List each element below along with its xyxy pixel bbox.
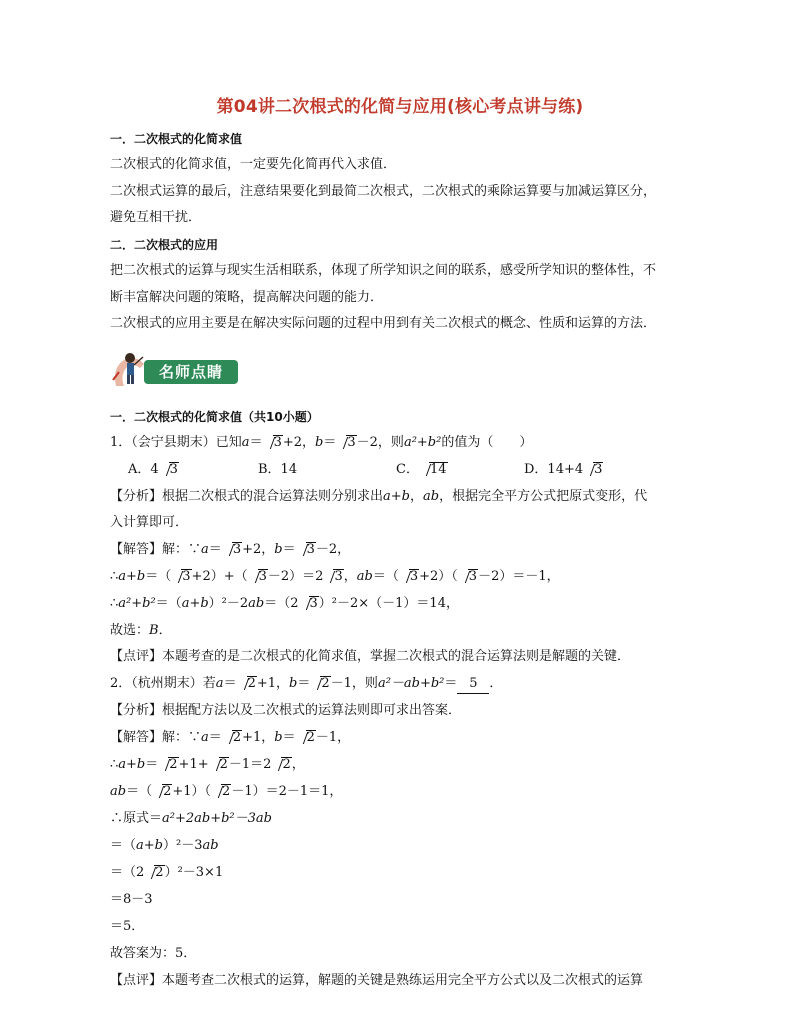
q2-solution-line-2: ∴a+b＝ 2+1+ 2－1＝2 2， — [110, 757, 305, 772]
q2-answer: 故答案为：5． — [110, 946, 197, 961]
sqrt: 3 — [337, 434, 356, 452]
q1-solution-line-1: 【解答】解：∵a＝ 3+2，b＝ 3－2， — [110, 542, 351, 557]
q2-solution-line-1: 【解答】解：∵a＝ 2+1，b＝ 2－1， — [110, 730, 351, 745]
question-1-options — [110, 461, 690, 481]
q2-solution-line-6: ＝（2 2）²－3×1 — [110, 865, 224, 880]
section-heading-application: 二．二次根式的应用 — [110, 238, 219, 252]
paragraph: 二次根式运算的最后，注意结果要化到最简二次根式，二次根式的乘除运算要与加减运算区分， — [110, 184, 657, 199]
paragraph: 二次根式的应用主要是在解决实际问题的过程中用到有关二次根式的概念、性质和运算的方法． — [110, 316, 657, 331]
paragraph: 避免互相干扰． — [110, 210, 202, 225]
q2-solution-line-8: ＝5． — [110, 919, 145, 934]
option-b: B．14 — [258, 462, 298, 477]
tips-badge-label: 名师点睛 — [144, 360, 238, 384]
paragraph: 把二次根式的运算与现实生活相联系，体现了所学知识之间的联系，感受所学知识的整体性，不 — [110, 263, 657, 278]
q2-solution-line-5: ＝（a+b）²－3ab — [110, 838, 219, 853]
q1-analysis: 【分析】根据二次根式的混合运算法则分别求出a+b，ab，根据完全平方公式把原式变形，代 — [110, 489, 648, 504]
q2-solution-line-7: ＝8－3 — [110, 892, 153, 907]
question-2: 2．（杭州期末）若a＝ 2+1，b＝ 2－1，则a²－ab+b²＝ 5 ． — [110, 675, 690, 694]
q2-analysis: 【分析】根据配方法以及二次根式的运算法则即可求出答案． — [110, 703, 462, 718]
section-heading-simplify: 一．二次根式的化简求值 — [110, 132, 243, 146]
q2-review: 【点评】本题考查二次根式的运算，解题的关键是熟练运用完全平方公式以及二次根式的运算 — [110, 973, 644, 988]
paragraph: 二次根式的化简求值，一定要先化简再代入求值． — [110, 157, 397, 172]
q2-solution-line-4: ∴原式＝a²+2ab+b²－3ab — [110, 811, 272, 826]
q1-choice: 故选：B． — [110, 623, 172, 638]
option-d: D．14+4 3 — [524, 462, 603, 477]
q1-solution-line-3: ∴a²+b²＝（a+b）²－2ab＝（2 3）²－2×（－1）＝14， — [110, 596, 459, 611]
option-c: C． 14 — [396, 462, 447, 477]
exercise-section-heading: 一．二次根式的化简求值（共10小题） — [110, 410, 319, 424]
option-a: A．4 3 — [128, 462, 178, 477]
answer-blank: 5 — [457, 675, 489, 694]
sqrt: 3 — [264, 434, 283, 452]
paragraph: 断丰富解决问题的策略，提高解决问题的能力． — [110, 290, 384, 305]
q2-solution-line-3: ab＝（ 2+1）（ 2－1）＝2－1＝1， — [110, 784, 343, 799]
tips-badge — [110, 346, 240, 392]
page-title: 第04讲二次根式的化简与应用(核心考点讲与练) — [216, 97, 584, 117]
q1-analysis-cont: 入计算即可． — [110, 515, 189, 530]
q1-review: 【点评】本题考查的是二次根式的化简求值，掌握二次根式的混合运算法则是解题的关键． — [110, 649, 631, 664]
question-1: 1．（会宁县期末）已知a＝ 3+2，b＝ 3－2，则a²+b²的值为（ ） — [110, 435, 533, 450]
q1-solution-line-2: ∴a+b＝（ 3+2）+（ 3－2）＝2 3，ab＝（ 3+2）（ 3－2）＝－1， — [110, 569, 560, 584]
